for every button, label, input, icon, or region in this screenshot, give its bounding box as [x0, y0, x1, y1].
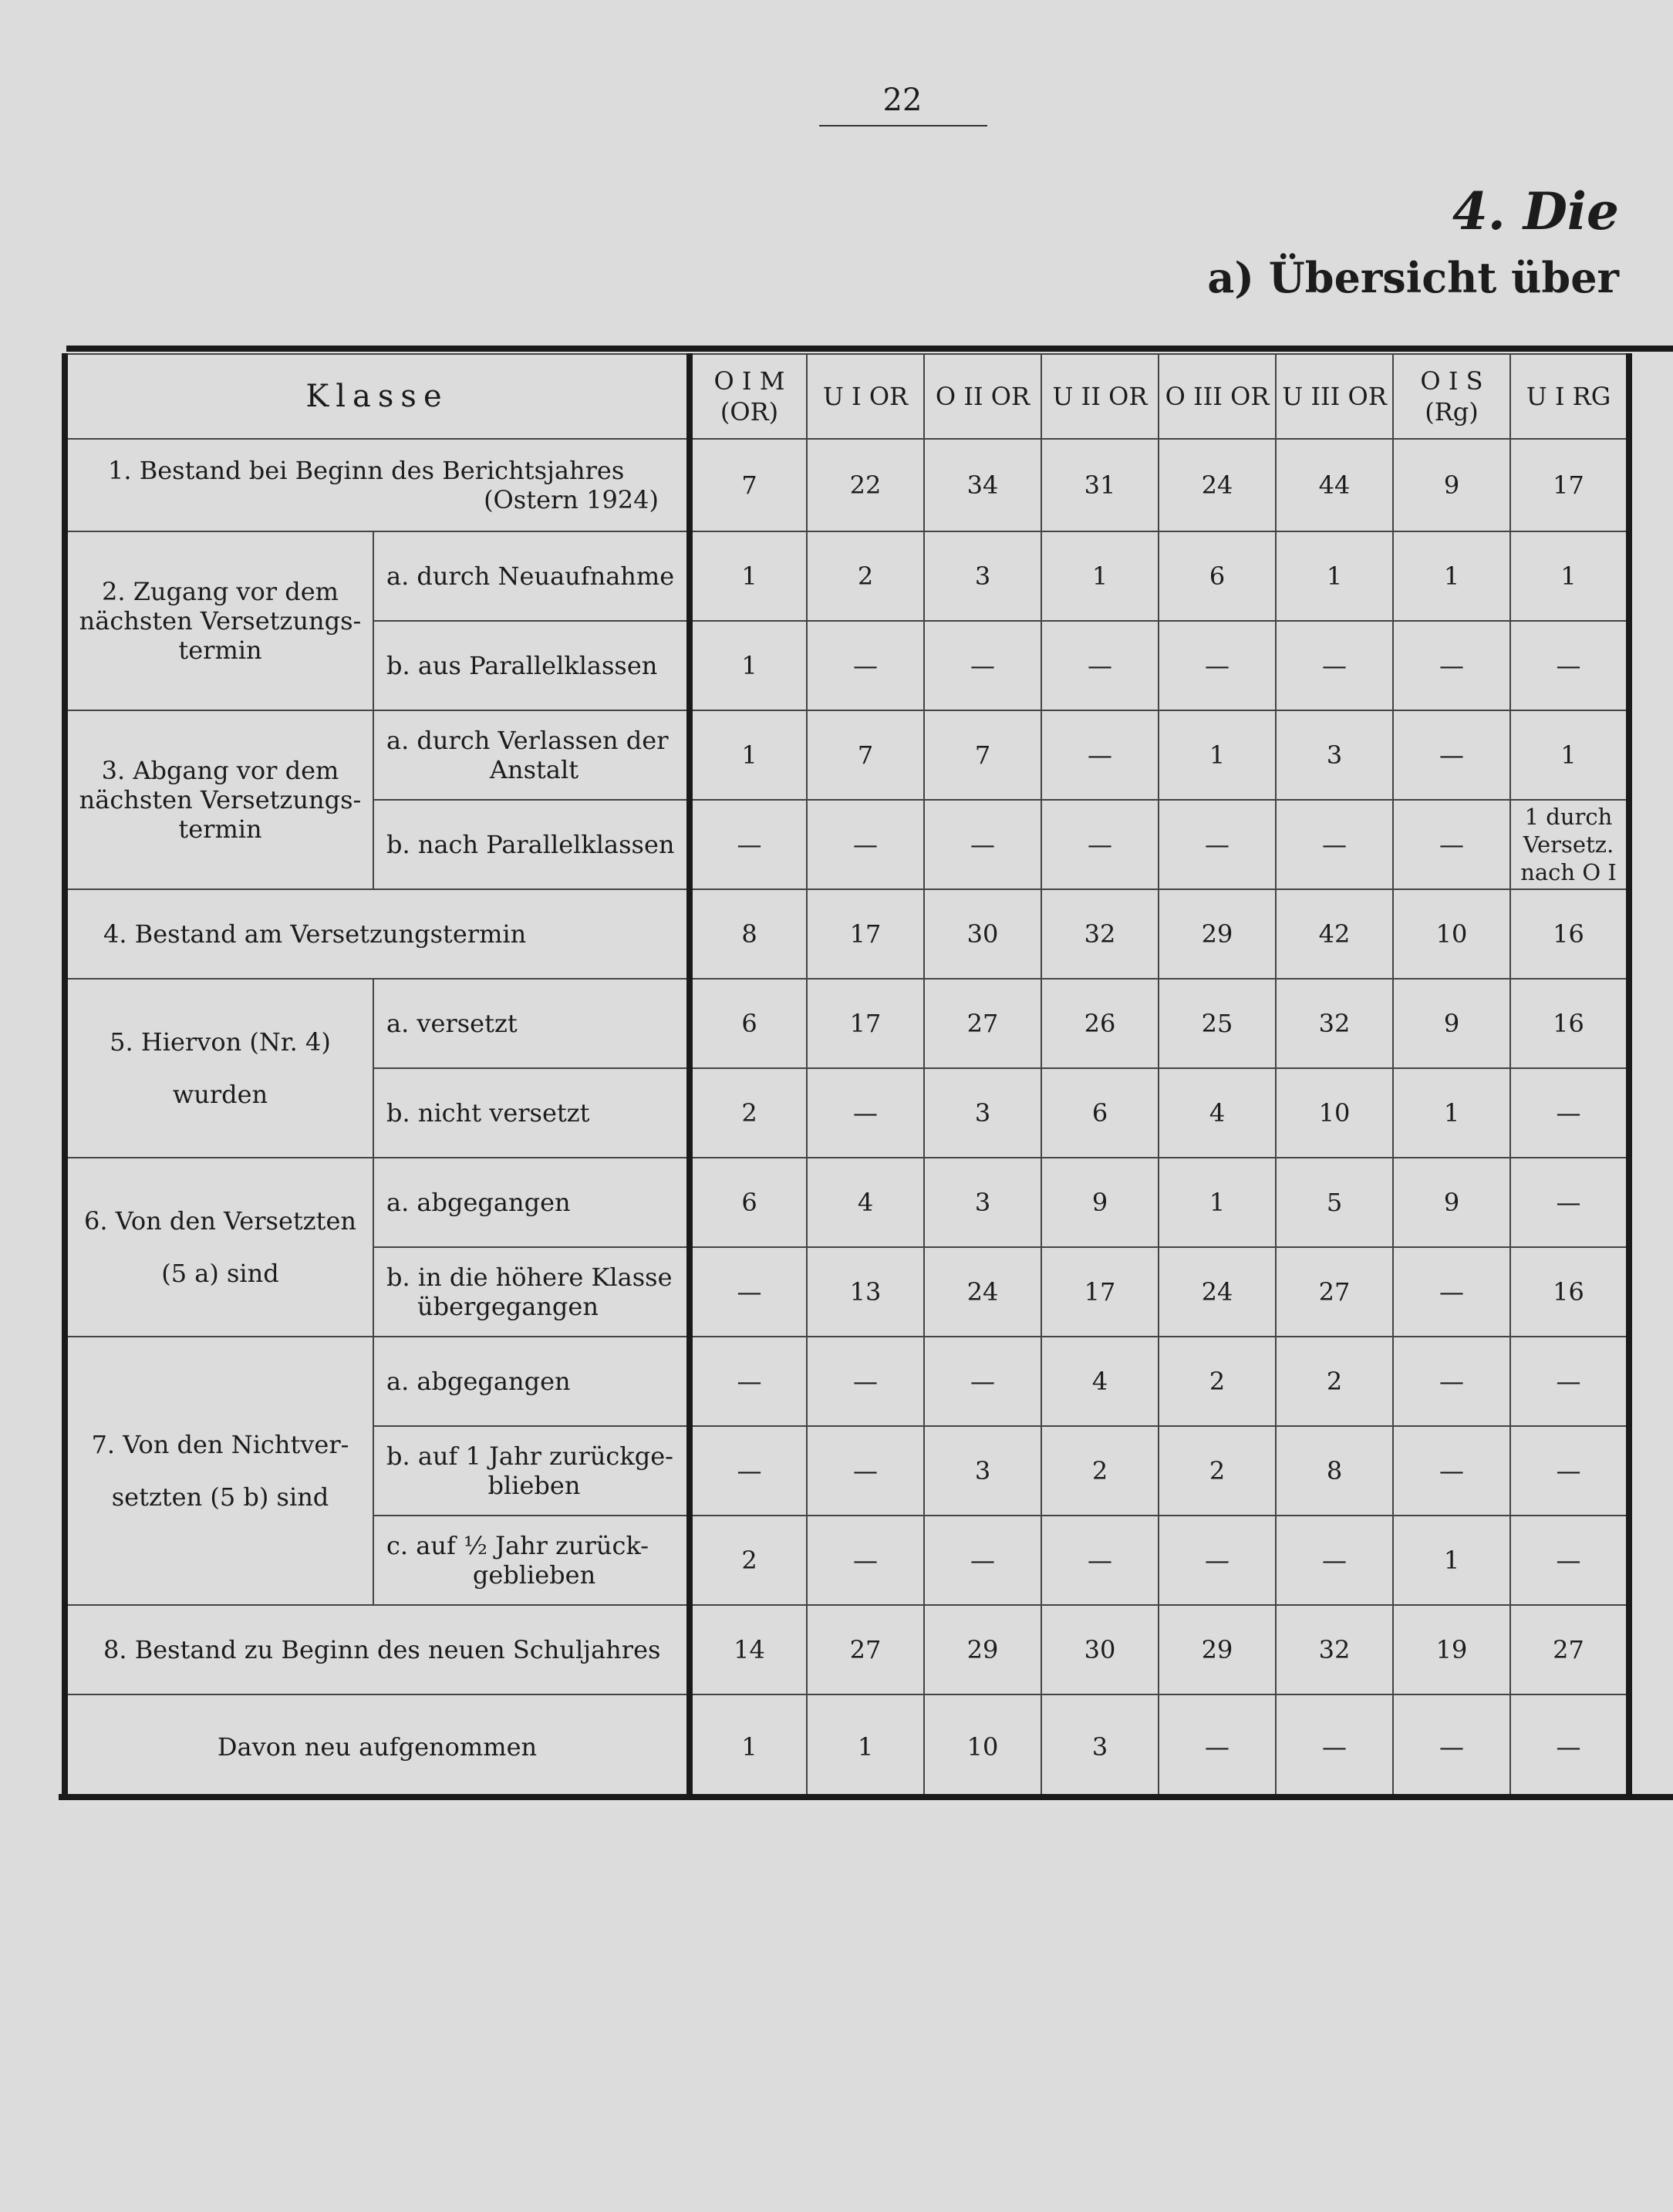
table-cell: —: [1393, 1426, 1510, 1516]
group-label-line2: nächsten Versetzungs-: [79, 785, 362, 814]
table-cell: 1: [1393, 531, 1510, 621]
table-cell: —: [1041, 621, 1159, 710]
table-cell: 10: [924, 1694, 1041, 1799]
table-cell: 1: [1041, 531, 1159, 621]
table-cell: 17: [1510, 439, 1629, 531]
table-row: [65, 710, 1629, 800]
table-cell: 2: [1041, 1426, 1159, 1516]
table-cell: 16: [1510, 889, 1629, 979]
table-cell: 3: [1041, 1694, 1159, 1799]
column-header-line1: O I S: [1420, 366, 1483, 396]
table-cell: 4: [807, 1158, 924, 1247]
table-cell: 27: [924, 979, 1041, 1068]
header-row: [65, 354, 1629, 439]
table-cell: 3: [924, 1426, 1041, 1516]
table-row: [65, 1337, 1629, 1426]
table-cell: 2: [807, 531, 924, 621]
class-statistics-table: [62, 353, 1632, 1800]
table-cell: —: [1393, 1337, 1510, 1426]
table-cell: 10: [1393, 889, 1510, 979]
row-label: 8. Bestand zu Beginn des neuen Schuljahres: [65, 1605, 690, 1694]
column-header: [690, 354, 807, 439]
table-cell: 34: [924, 439, 1041, 531]
table-cell: —: [1276, 621, 1393, 710]
table-cell: 32: [1041, 889, 1159, 979]
column-header-line1: O I M: [713, 366, 785, 396]
group-label-line3: termin: [178, 636, 262, 665]
table-cell: 8: [690, 889, 807, 979]
sub-label-line1: c. auf ½ Jahr zurück-: [386, 1531, 649, 1560]
table-cell: 29: [924, 1605, 1041, 1694]
table-cell: 1: [1393, 1516, 1510, 1605]
group-label: [65, 710, 373, 889]
table-cell: 22: [807, 439, 924, 531]
table-cell: —: [1510, 1426, 1629, 1516]
table-cell: 1: [690, 1694, 807, 1799]
table-cell: 4: [1041, 1337, 1159, 1426]
table-row: [65, 979, 1629, 1068]
table-cell: —: [1393, 1247, 1510, 1337]
table-row: [65, 889, 1629, 979]
table-cell: 13: [807, 1247, 924, 1337]
table-cell: 6: [690, 979, 807, 1068]
sub-label: b. aus Parallelklassen: [373, 621, 690, 710]
column-header: U III OR: [1276, 354, 1393, 439]
table-cell: 31: [1041, 439, 1159, 531]
column-header: U I OR: [807, 354, 924, 439]
note-line3: nach O I: [1520, 859, 1617, 885]
table-cell: —: [1159, 1516, 1276, 1605]
table-cell: 16: [1510, 979, 1629, 1068]
table-cell-note: [1510, 800, 1629, 889]
sub-label-line1: b. in die höhere Klasse: [386, 1263, 673, 1292]
table-cell: —: [1510, 1516, 1629, 1605]
table-cell: 5: [1276, 1158, 1393, 1247]
table-cell: 26: [1041, 979, 1159, 1068]
table-cell: 17: [807, 889, 924, 979]
sub-label-line1: a. durch Verlassen der: [386, 726, 669, 755]
section-title: 4. Die: [1452, 181, 1619, 241]
column-header: [1393, 354, 1510, 439]
table-cell: 29: [1159, 1605, 1276, 1694]
table-cell: 24: [1159, 439, 1276, 531]
table-cell: 17: [807, 979, 924, 1068]
sub-label-line2: blieben: [487, 1471, 581, 1500]
table-cell: 7: [690, 439, 807, 531]
table-cell: —: [924, 800, 1041, 889]
table-cell: 3: [924, 531, 1041, 621]
table-cell: 1: [690, 621, 807, 710]
table-row: [65, 1694, 1629, 1799]
table-cell: —: [1393, 1694, 1510, 1799]
group-label-line1: 5. Hiervon (Nr. 4): [110, 1027, 331, 1057]
column-header: O II OR: [924, 354, 1041, 439]
table-cell: —: [1041, 1516, 1159, 1605]
table-cell: —: [1276, 1694, 1393, 1799]
table-cell: 3: [924, 1068, 1041, 1158]
table-cell: —: [690, 1337, 807, 1426]
table-row: [65, 1605, 1629, 1694]
table-cell: —: [1510, 1158, 1629, 1247]
table-cell: 3: [924, 1158, 1041, 1247]
table-cell: 44: [1276, 439, 1393, 531]
table-cell: 1: [1510, 531, 1629, 621]
table-cell: —: [807, 621, 924, 710]
table-cell: 30: [924, 889, 1041, 979]
column-header: U I RG: [1510, 354, 1629, 439]
table-cell: 1: [1159, 1158, 1276, 1247]
table-cell: 2: [1276, 1337, 1393, 1426]
sub-label: a. abgegangen: [373, 1158, 690, 1247]
sub-label: a. versetzt: [373, 979, 690, 1068]
table-cell: 24: [924, 1247, 1041, 1337]
row-label-line1: 1. Bestand bei Beginn des Berichtsjahres: [108, 456, 625, 485]
column-header: O III OR: [1159, 354, 1276, 439]
table-cell: 24: [1159, 1247, 1276, 1337]
table-cell: 7: [807, 710, 924, 800]
table-cell: 2: [690, 1068, 807, 1158]
table-cell: 6: [1159, 531, 1276, 621]
table-cell: 2: [1159, 1426, 1276, 1516]
sub-label-line2: Anstalt: [489, 755, 579, 784]
group-label-line2: wurden: [172, 1080, 268, 1109]
group-label: [65, 1337, 373, 1605]
table-row: [65, 1158, 1629, 1247]
group-label-line2: nächsten Versetzungs-: [79, 606, 362, 636]
table-cell: —: [924, 1516, 1041, 1605]
table-cell: 30: [1041, 1605, 1159, 1694]
column-header: U II OR: [1041, 354, 1159, 439]
table-cell: —: [1510, 621, 1629, 710]
table-cell: 1: [1393, 1068, 1510, 1158]
table-cell: 1: [1276, 531, 1393, 621]
table-cell: 2: [1159, 1337, 1276, 1426]
table-cell: 9: [1393, 1158, 1510, 1247]
table-cell: 17: [1041, 1247, 1159, 1337]
table-cell: 9: [1393, 439, 1510, 531]
table-cell: 32: [1276, 1605, 1393, 1694]
row-label: 4. Bestand am Versetzungstermin: [65, 889, 690, 979]
table-cell: —: [690, 800, 807, 889]
table-cell: —: [690, 1426, 807, 1516]
table-cell: 19: [1393, 1605, 1510, 1694]
group-label-line2: (5 a) sind: [161, 1259, 279, 1288]
group-label-line1: 7. Von den Nichtver-: [91, 1430, 349, 1459]
group-label: [65, 979, 373, 1158]
table-cell: 6: [1041, 1068, 1159, 1158]
group-label-line2: setzten (5 b) sind: [111, 1482, 329, 1512]
table-cell: —: [807, 1426, 924, 1516]
table-cell: 29: [1159, 889, 1276, 979]
table-cell: —: [1276, 1516, 1393, 1605]
group-label-line1: 2. Zugang vor dem: [102, 577, 339, 606]
table-cell: 25: [1159, 979, 1276, 1068]
table-cell: —: [1159, 621, 1276, 710]
table-cell: 27: [1276, 1247, 1393, 1337]
table-bottom-rule: [59, 1794, 1673, 1800]
table-cell: —: [1041, 800, 1159, 889]
table-cell: 32: [1276, 979, 1393, 1068]
table-row: [65, 531, 1629, 621]
table-cell: 27: [807, 1605, 924, 1694]
sub-label: [373, 710, 690, 800]
table-cell: 16: [1510, 1247, 1629, 1337]
sub-label: a. durch Neuaufnahme: [373, 531, 690, 621]
sub-label: b. nach Parallelklassen: [373, 800, 690, 889]
table-cell: 1: [690, 531, 807, 621]
row-label-line2: (Ostern 1924): [484, 485, 659, 514]
sub-label: [373, 1516, 690, 1605]
group-label-line1: 3. Abgang vor dem: [101, 756, 339, 785]
sub-label: [373, 1426, 690, 1516]
table-cell: 7: [924, 710, 1041, 800]
sub-label-line2: geblieben: [472, 1560, 596, 1590]
table-cell: —: [1041, 710, 1159, 800]
sub-label: b. nicht versetzt: [373, 1068, 690, 1158]
table-cell: 3: [1276, 710, 1393, 800]
sub-label-line2: übergegangen: [417, 1292, 599, 1321]
section-subtitle: a) Übersicht über: [1207, 253, 1619, 302]
table-top-rule: [66, 346, 1673, 352]
note-line2: Versetz.: [1523, 831, 1614, 858]
table-cell: —: [1393, 710, 1510, 800]
column-header-line2: (OR): [720, 397, 779, 427]
table-row: [65, 439, 1629, 531]
sub-label: [373, 1247, 690, 1337]
table-cell: —: [1510, 1068, 1629, 1158]
klasse-header: Klasse: [65, 354, 690, 439]
table-cell: —: [690, 1247, 807, 1337]
table-cell: 1: [1510, 710, 1629, 800]
group-label: [65, 1158, 373, 1337]
sub-label: a. abgegangen: [373, 1337, 690, 1426]
column-header-line2: (Rg): [1425, 397, 1479, 427]
group-label-line1: 6. Von den Versetzten: [83, 1206, 356, 1236]
table-cell: —: [807, 800, 924, 889]
page-number: 22: [882, 83, 923, 118]
table-cell: —: [807, 1337, 924, 1426]
table-cell: 14: [690, 1605, 807, 1694]
row-label: Davon neu aufgenommen: [65, 1694, 690, 1799]
table-cell: —: [807, 1068, 924, 1158]
table-cell: 6: [690, 1158, 807, 1247]
group-label-line3: termin: [178, 814, 262, 844]
note-line1: 1 durch: [1524, 804, 1613, 830]
table-cell: —: [1393, 800, 1510, 889]
sub-label-line1: b. auf 1 Jahr zurückge-: [386, 1442, 673, 1471]
table-cell: —: [924, 621, 1041, 710]
table-cell: 9: [1393, 979, 1510, 1068]
table-cell: 27: [1510, 1605, 1629, 1694]
group-label: [65, 531, 373, 710]
table-cell: 1: [690, 710, 807, 800]
table-cell: —: [1159, 1694, 1276, 1799]
table-cell: —: [807, 1516, 924, 1605]
table-cell: —: [1393, 621, 1510, 710]
table-cell: 1: [1159, 710, 1276, 800]
table-cell: —: [1159, 800, 1276, 889]
table-cell: 2: [690, 1516, 807, 1605]
table-cell: 42: [1276, 889, 1393, 979]
table-cell: —: [1510, 1694, 1629, 1799]
table-cell: 4: [1159, 1068, 1276, 1158]
table-cell: —: [1510, 1337, 1629, 1426]
table-cell: —: [1276, 800, 1393, 889]
page-number-rule: [819, 125, 987, 126]
table-cell: 8: [1276, 1426, 1393, 1516]
table-cell: 10: [1276, 1068, 1393, 1158]
table-cell: 1: [807, 1694, 924, 1799]
table-cell: —: [924, 1337, 1041, 1426]
row-label: [65, 439, 690, 531]
table-cell: 9: [1041, 1158, 1159, 1247]
